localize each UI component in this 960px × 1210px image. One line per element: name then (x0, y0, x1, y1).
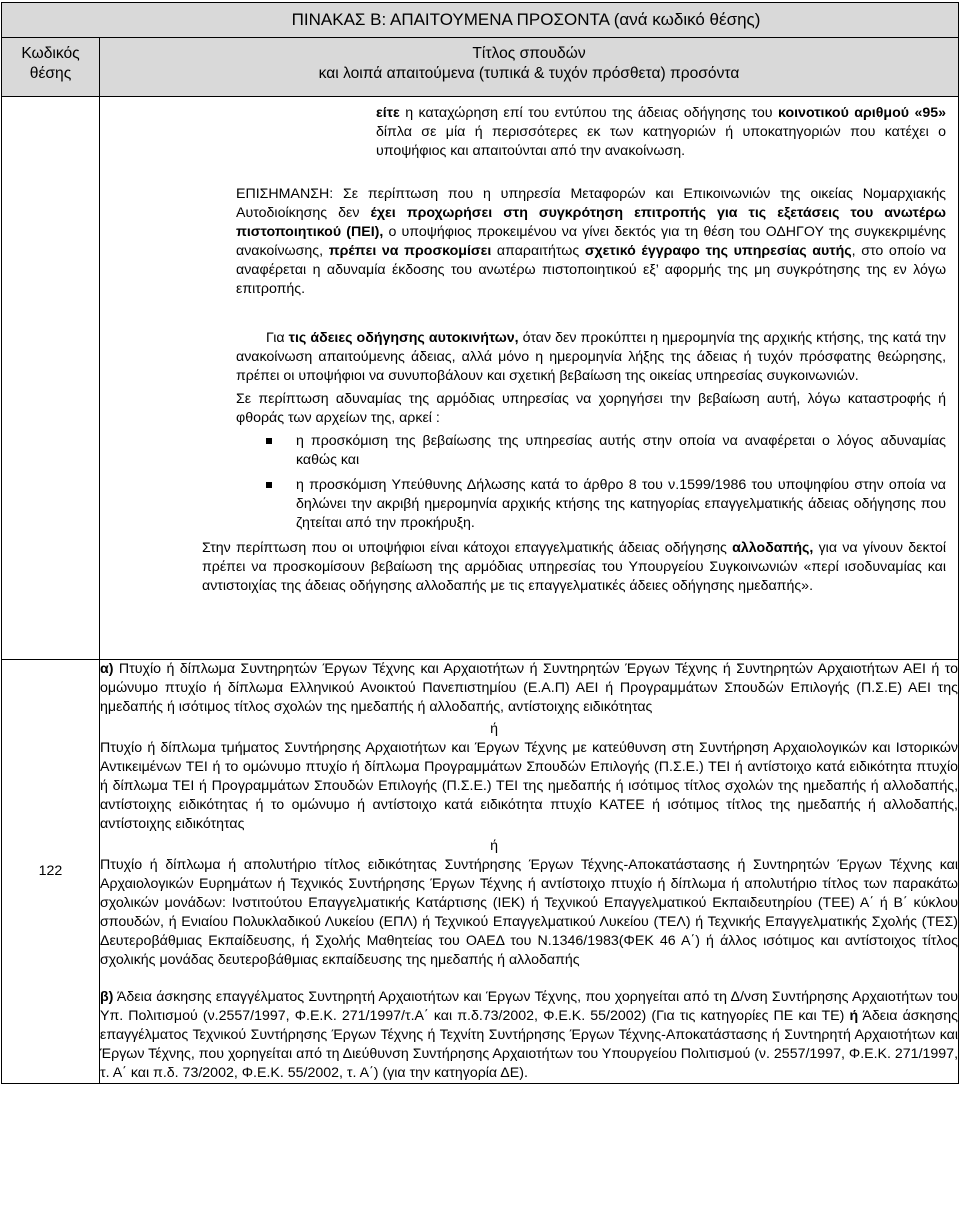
p1-text-1: η καταχώρηση επί του εντύπου της άδειας οδήγησης του (399, 105, 778, 121)
column-header-qualifications-line2: και λοιπά απαιτούμενα (τυπικά & τυχόν πρόσθετα) προσόντα (318, 65, 740, 82)
qualification-a-paragraph-1 (100, 660, 958, 717)
code95-paragraph (100, 97, 958, 161)
spacer (100, 970, 958, 988)
requirements-table (1, 2, 959, 1084)
foreign-license-paragraph (100, 539, 958, 596)
p2-text-3: απαραιτήτως (491, 243, 585, 259)
or-separator-2: ή (490, 838, 498, 854)
p2-text-4: , στο οποίο να αναφέρεται η αδυναμία έκδοσης του ανωτέρω πιστοποιητικού εξ’ αφορμής της μη συγκρότησης της εν λόγω επιτροπής. (236, 243, 947, 297)
label-b: β) (100, 989, 114, 1005)
b-bold-or: ή (849, 1008, 859, 1024)
p1-bold-code95: κοινοτικού αριθμού «95» (778, 105, 946, 121)
p5-text-1: Στην περίπτωση που οι υποψήφιοι είναι κάτοχοι επαγγελματικής άδειας οδήγησης (202, 540, 733, 556)
list-item (236, 476, 946, 533)
p1-text-2: δίπλα σε μία ή περισσότερες εκ των κατηγοριών ή υποκατηγοριών που κατέχει ο υποψήφιος και απαιτούνται από την ανακοίνωση. (376, 124, 947, 159)
b-text-2: Άδεια άσκησης επαγγέλματος Τεχνικού Συντήρησης Έργων Τέχνης ή Τεχνίτη Συντήρησης Έργων Τέχνης-Αποκατάστασης ή Συντηρητή Αρχαιοτήτων και Έργων Τέχνης, που χορηγείται από τη Διεύθυνση Συντήρησης Αρχαιοτήτων του Υπουργείου Πολιτισμού (ν. 2557/1997, Φ.Ε.Κ. 271/1997, τ. Α΄ και π.δ. 73/2002, Φ.Ε.Κ. 55/2002, τ. Α΄) (για την κατηγορία ΔΕ). (100, 1008, 959, 1081)
upper-qualifications-cell (100, 97, 959, 660)
p2-text-2: ο υποψήφιος προκειμένου να γίνει δεκτός για τη θέση του ΟΔΗΓΟΥ της συγκεκριμένης ανακοίνωσης, (236, 224, 946, 259)
a-text-1: Πτυχίο ή δίπλωμα Συντηρητών Έργων Τέχνης και Αρχαιοτήτων ή Συντηρητών Έργων Τέχνης ή Συντηρητών Αρχαιοτήτων ΑΕΙ ή το ομώνυμο πτυχίο ή δίπλωμα Ελληνικού Ανοικτού Πανεπιστημίου (Ε.Α.Π) ΑΕΙ ή Προγραμμάτων Σπουδών Επιλογής (Π.Σ.Ε) ΑΕΙ της ημεδαπής ή ισότιμος τίτλος σχολών της ημεδαπής ή αλλοδαπής, αντίστοιχης ειδικότητας (100, 661, 959, 715)
p5-bold-1: αλλοδαπής, (732, 540, 814, 556)
qualification-a-paragraph-2: Πτυχίο ή δίπλωμα τμήματος Συντήρησης Αρχαιοτήτων και Έργων Τέχνης με κατεύθυνση στη Συντήρηση Αρχαιολογικών και Ιστορικών Αντικειμένων ΤΕΙ ή το ομώνυμο πτυχίο ή δίπλωμα Προγραμμάτων Σπουδών Επιλογής (Π.Σ.Ε.) ΤΕΙ ή αντίστοιχο κατά ειδικότητα πτυχίο ή δίπλωμα ΤΕΙ ή Προγραμμάτων Σπουδών Επιλογής (Π.Σ.Ε.) ΤΕΙ της ημεδαπής ή ισότιμος τίτλος σχολών της ημεδαπής ή αλλοδαπής, αντίστοιχης ειδικότητας ή το ομώνυμο ή αντίστοιχο κατά ειδικότητα πτυχίο ΚΑΤΕΕ ή ισότιμος τίτλος της ημεδαπής ή αλλοδαπής, αντίστοιχης ειδικότητας (100, 740, 959, 832)
column-header-qualifications-line1: Τίτλος σπουδών (472, 45, 586, 62)
requirements-list (236, 432, 946, 533)
column-header-code-line1: Κωδικός (21, 45, 80, 62)
p1-bold-either: είτε (376, 105, 400, 121)
p2-bold-2: πρέπει να προσκομίσει (328, 243, 492, 259)
inability-paragraph: Σε περίπτωση αδυναμίας της αρμόδιας υπηρεσίας να χορηγήσει την βεβαίωση αυτή, λόγω καταστροφής ή φθοράς των αρχείων της, αρκεί : (236, 391, 947, 426)
p3-text-1: Για (266, 330, 289, 346)
position-code: 122 (2, 660, 100, 1084)
column-header-code-line2: θέσης (29, 65, 72, 82)
bullet-text-2: η προσκόμιση Υπεύθυνης Δήλωσης κατά το άρθρο 8 του ν.1599/1986 του υποψηφίου στην οποία να δηλώνει την ακριβή ημερομηνία αρχικής κτήσης της κατηγορίας επαγγελματικής άδειας οδήγησης που ζητείται από την προκήρυξη. (296, 477, 947, 531)
square-bullet-icon (266, 482, 272, 488)
label-a: α) (100, 661, 114, 677)
p2-bold-3: σχετικό έγγραφο της υπηρεσίας αυτής (584, 243, 852, 259)
square-bullet-icon (266, 438, 272, 444)
qualification-a-paragraph-3: Πτυχίο ή δίπλωμα ή απολυτήριο τίτλος ειδικότητας Συντήρησης Έργων Τέχνης-Αποκατάστασης ή Συντηρητών Έργων Τέχνης και Αρχαιολογικών Ευρημάτων ή Τεχνικός Συντήρησης Έργων Τέχνης ή αντίστοιχο πτυχίο ή δίπλωμα ή απολυτήριο τίτλος των παρακάτω σχολικών μονάδων: Ινστιτούτου Επαγγελματικής Κατάρτισης (ΙΕΚ) ή Τεχνικού Επαγγελματικού Εκπαιδευτηρίου (ΤΕΕ) Α΄ ή Β΄ κύκλου σπουδών, ή Ενιαίου Πολυκλαδικού Λυκείου (ΕΠΛ) ή Τεχνικού Επαγγελματικού Λυκείου (ΤΕΛ) ή Τεχνικής Επαγγελματικής Σχολής (ΤΕΣ) Δευτεροβάθμιας Εκπαίδευσης, ή Σχολής Μαθητείας του ΟΑΕΔ του Ν.1346/1983(ΦΕΚ 46 Α΄) ή άλλος ισότιμος και αντίστοιχος τίτλος σχολικής μονάδας δευτεροβάθμιας εκπαίδευσης της ημεδαπής ή αλλοδαπής (100, 857, 959, 968)
list-item (236, 432, 946, 470)
notice-paragraph (100, 161, 958, 299)
car-licenses-paragraph (236, 329, 946, 386)
p5-text-2: για να γίνουν δεκτοί πρέπει να προσκομίσουν βεβαίωση της αρμόδιας υπηρεσίας του Υπουργείου Συγκοινωνιών «περί ισοδυναμίας και αντιστοιχίας της άδειας οδήγησης αλλοδαπής με τις επαγγελματικές άδειες οδήγησης ημεδαπής». (202, 540, 947, 594)
code-cell-empty (2, 97, 100, 660)
b-text-1: Άδεια άσκησης επαγγέλματος Συντηρητή Αρχαιοτήτων και Έργων Τέχνης, που χορηγείται από τη Δ/νση Συντήρησης Αρχαιοτήτων του Υπ. Πολιτισμού (ν.2557/1997, Φ.Ε.Κ. 271/1997/τ.Α΄ και π.δ.73/2002, Φ.Ε.Κ. 55/2002) (Για τις κατηγορίες ΠΕ και ΤΕ) (100, 989, 959, 1024)
lower-qualifications-cell (100, 660, 959, 1084)
column-header-code (2, 38, 100, 97)
table-title: ΠΙΝΑΚΑΣ Β: ΑΠΑΙΤΟΥΜΕΝΑ ΠΡΟΣΟΝΤΑ (ανά κωδικό θέσης) (2, 3, 959, 38)
p3-text-2: όταν δεν προκύπτει η ημερομηνία της αρχικής κτήσης, της κατά την ανακοίνωση απαιτούμενης άδειας, αλλά μόνο η ημερομηνία λήξης της άδειας ή τυχόν πρόσφατης θεώρησης, πρέπει οι υποψήφιοι να συνυποβάλουν και σχετική βεβαίωση της οικείας υπηρεσίας συγκοινωνιών. (236, 330, 947, 384)
or-separator-1: ή (490, 721, 498, 737)
p3-bold-1: τις άδειες οδήγησης αυτοκινήτων, (288, 330, 519, 346)
bullet-text-1: η προσκόμιση της βεβαίωσης της υπηρεσίας αυτής στην οποία να αναφέρεται ο λόγος αδυναμίας καθώς και (296, 433, 947, 468)
qualification-b-paragraph (100, 988, 958, 1083)
column-header-qualifications (100, 38, 959, 97)
p2-text-1: ΕΠΙΣΗΜΑΝΣΗ: Σε περίπτωση που η υπηρεσία Μεταφορών και Επικοινωνιών της οικείας Νομαρχιακής Αυτοδιοίκησης δεν (236, 186, 947, 221)
p2-bold-1: έχει προχωρήσει στη συγκρότηση επιτροπής για τις εξετάσεις του ανωτέρω πιστοποιητικού (ΠΕΙ), (236, 205, 947, 240)
licenses-block (100, 299, 958, 533)
